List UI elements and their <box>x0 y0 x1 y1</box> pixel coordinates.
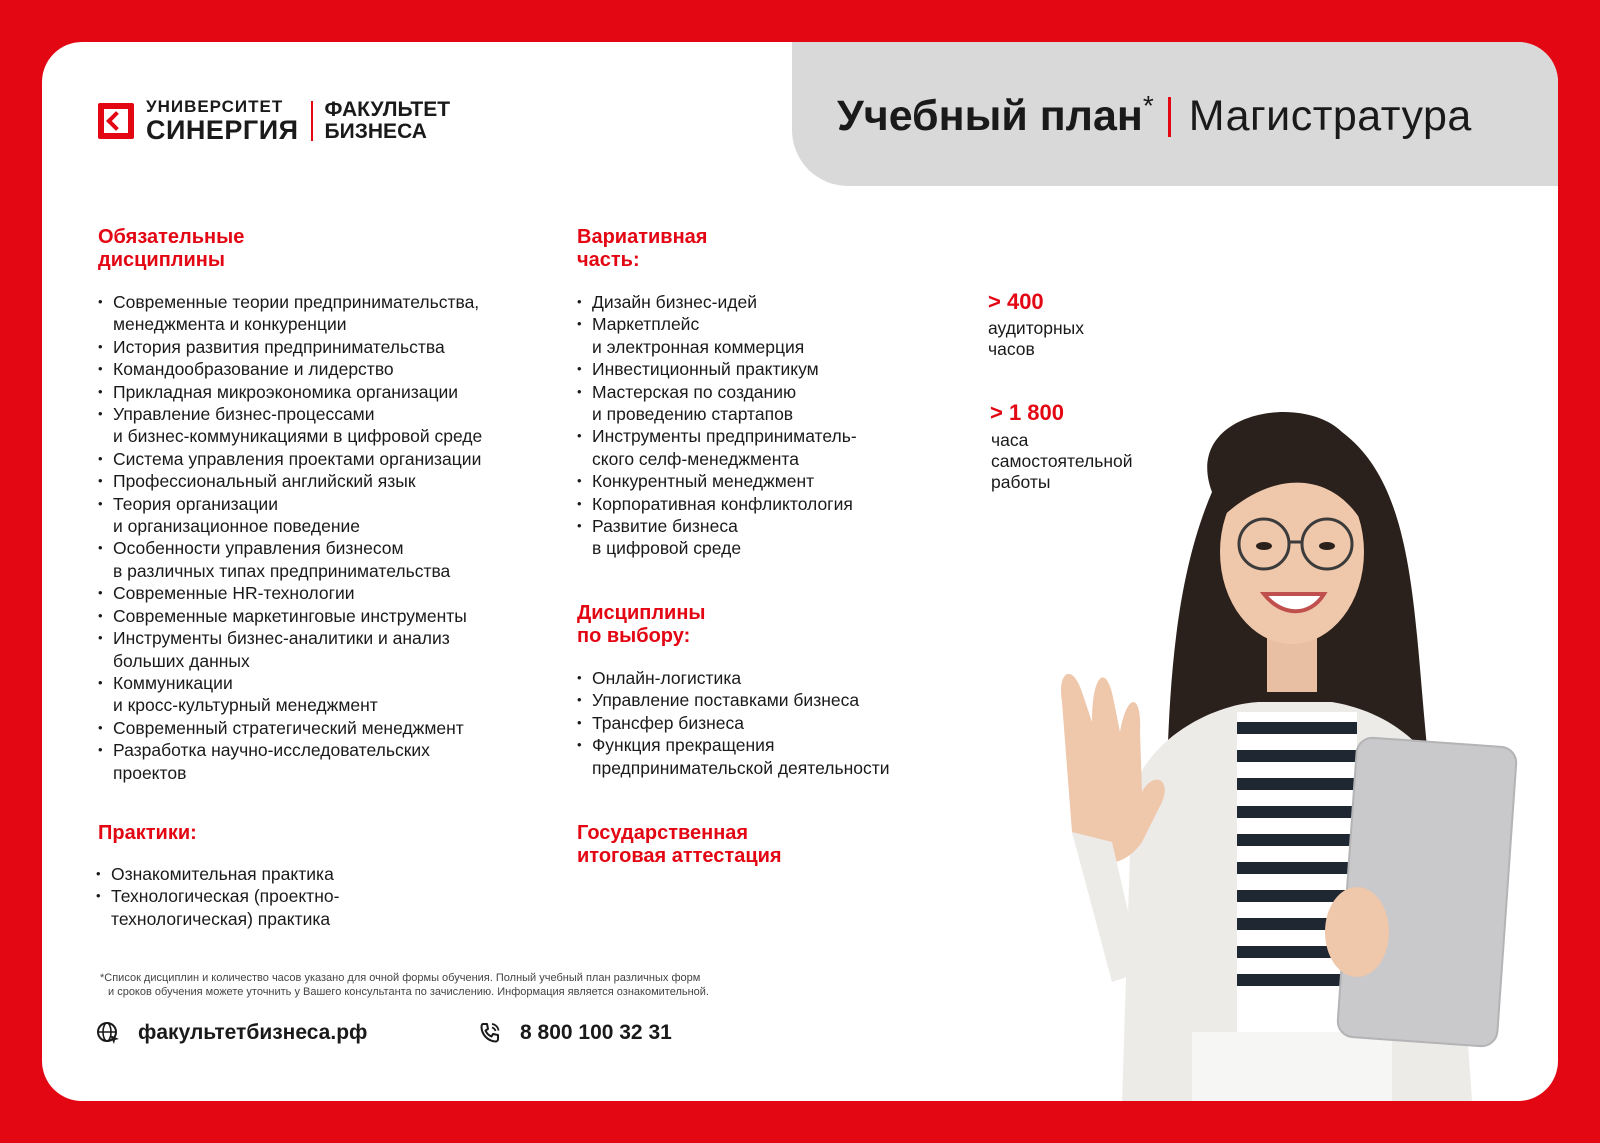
practices-heading: Практики: <box>98 822 197 844</box>
list-item: • Профессиональный английский язык <box>98 470 538 492</box>
phone-icon <box>478 1021 502 1045</box>
list-item: • Управление поставками бизнеса <box>577 689 957 711</box>
poster-card <box>42 42 1558 1101</box>
degree-label: Магистратура <box>1188 92 1472 140</box>
list-item: • Корпоративная конфликтология <box>577 493 937 515</box>
list-item: • Трансфер бизнеса <box>577 712 957 734</box>
synergy-logo-icon <box>98 103 134 139</box>
faculty-name: ФАКУЛЬТЕТ БИЗНЕСА <box>324 97 451 143</box>
list-item: • Система управления проектами организации <box>98 448 538 470</box>
attestation-heading: Государственная итоговая аттестация <box>577 822 782 867</box>
list-item: • Управление бизнес-процессами и бизнес-коммуникациями в цифровой среде <box>98 403 538 448</box>
list-item: • Функция прекращения предпринимательской деятельности <box>577 734 957 779</box>
list-item: • Современные теории предпринимательства, менеджмента и конкуренции <box>98 291 538 336</box>
title-divider <box>1168 97 1171 137</box>
title-plan: Учебный план <box>837 92 1143 140</box>
list-item: • Современный стратегический менеджмент <box>98 717 538 739</box>
website-link[interactable]: факультетбизнеса.рф <box>96 1021 367 1045</box>
page-title <box>837 92 1472 141</box>
university-name: УНИВЕРСИТЕТ СИНЕРГИЯ <box>146 97 299 145</box>
variative-list <box>577 291 937 560</box>
list-item: • Маркетплейс и электронная коммерция <box>577 313 937 358</box>
list-item: • Мастерская по созданию и проведению стартапов <box>577 381 937 426</box>
list-item: • Прикладная микроэкономика организации <box>98 381 538 403</box>
title-asterisk: * <box>1142 90 1154 121</box>
electives-list <box>577 667 957 779</box>
stat-hours-label: аудиторных часов <box>988 318 1084 359</box>
electives-heading: Дисциплины по выбору: <box>577 602 706 647</box>
globe-cursor-icon <box>96 1021 120 1045</box>
stat-hours-value: > 400 <box>988 289 1044 314</box>
university-logo <box>98 98 450 144</box>
list-item: • Инструменты бизнес-аналитики и анализ больших данных <box>98 627 538 672</box>
list-item: • Разработка научно-исследовательских проектов <box>98 739 538 784</box>
list-item: • Инвестиционный практикум <box>577 358 937 380</box>
list-item: • Онлайн-логистика <box>577 667 957 689</box>
list-item: • Особенности управления бизнесом в различных типах предпринимательства <box>98 537 538 582</box>
list-item: • Коммуникации и кросс-культурный менеджмент <box>98 672 538 717</box>
title-panel <box>792 42 1558 186</box>
stat-selfwork-label: часа самостоятельной работы <box>991 430 1133 492</box>
list-item: • Теория организации и организационное поведение <box>98 493 538 538</box>
list-item: • Развитие бизнеса в цифровой среде <box>577 515 937 560</box>
list-item: • Конкурентный менеджмент <box>577 470 937 492</box>
student-photo <box>1002 372 1558 1101</box>
list-item: • Командообразование и лидерство <box>98 358 538 380</box>
list-item: • Современные маркетинговые инструменты <box>98 605 538 627</box>
list-item: • Ознакомительная практика <box>96 863 496 885</box>
list-item: • Дизайн бизнес-идей <box>577 291 937 313</box>
phone-link[interactable]: 8 800 100 32 31 <box>478 1021 672 1045</box>
list-item: • Инструменты предприниматель- ского селф-менеджмента <box>577 425 937 470</box>
list-item: • История развития предпринимательства <box>98 336 538 358</box>
mandatory-heading: Обязательные дисциплины <box>98 226 245 271</box>
practices-list <box>96 863 496 930</box>
variative-heading: Вариативная часть: <box>577 226 708 271</box>
footnote: *Список дисциплин и количество часов указано для очной формы обучения. Полный учебный план различных форм и сроков обучения можете уточнить у Вашего консультанта по зачислению. Информация является ознакомительной. <box>100 972 709 998</box>
list-item: • Технологическая (проектно- технологическая) практика <box>96 885 496 930</box>
mandatory-list <box>98 291 538 784</box>
list-item: • Современные HR-технологии <box>98 582 538 604</box>
logo-divider <box>311 101 313 141</box>
stat-selfwork-value: > 1 800 <box>990 400 1065 425</box>
